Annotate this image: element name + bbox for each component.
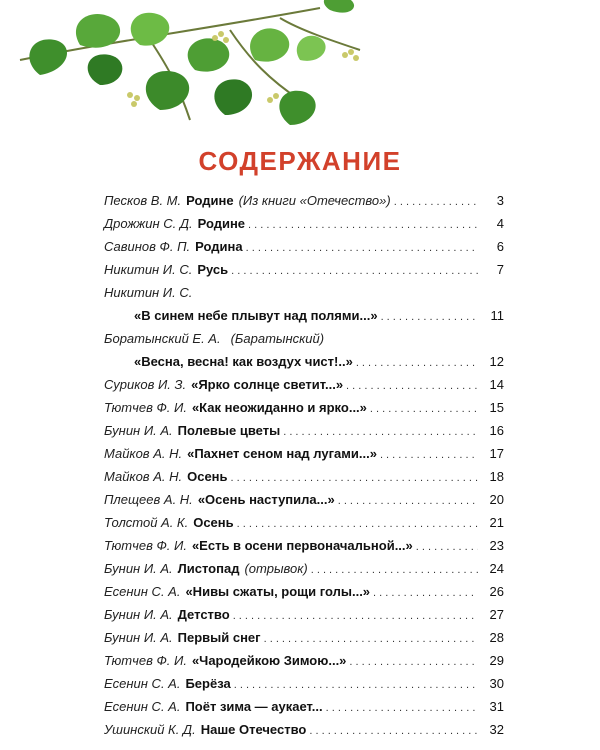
toc-page-number: 6 xyxy=(496,239,504,254)
toc-author: Савинов Ф. П. xyxy=(104,239,191,254)
toc-page-number: 32 xyxy=(489,722,504,737)
toc-page-number: 15 xyxy=(489,400,504,415)
toc-page-number: 24 xyxy=(489,561,504,576)
toc-title: Родине xyxy=(186,193,234,208)
toc-leader-dots xyxy=(283,426,478,438)
toc-entry xyxy=(104,676,504,699)
toc-author: Есенин С. А. xyxy=(104,676,181,691)
toc-entry xyxy=(104,285,504,308)
toc-author: Никитин И. С. xyxy=(104,262,193,277)
toc-author: Толстой А. К. xyxy=(104,515,189,530)
toc-leader-dots xyxy=(246,242,478,254)
toc-author: Песков В. М. xyxy=(104,193,182,208)
toc-page-number: 20 xyxy=(489,492,504,507)
toc-leader-dots xyxy=(349,656,478,668)
toc-leader-dots xyxy=(346,380,478,392)
toc-page-number: 17 xyxy=(489,446,504,461)
toc-author: Боратынский Е. А. xyxy=(104,331,221,346)
toc-title: «В синем небе плывут над полями...» xyxy=(134,308,378,323)
toc-author: Плещеев А. Н. xyxy=(104,492,193,507)
linden-branch-illustration xyxy=(0,0,600,150)
toc-page-number: 7 xyxy=(496,262,504,277)
toc-entry xyxy=(104,469,504,492)
toc-leader-dots xyxy=(338,495,478,507)
toc-author: Дрожжин С. Д. xyxy=(104,216,193,231)
toc-entry xyxy=(104,308,504,331)
toc-author: Есенин С. А. xyxy=(104,584,181,599)
toc-title: Поёт зима — аукает... xyxy=(185,699,323,714)
toc-entry xyxy=(104,400,504,423)
toc-leader-dots xyxy=(309,725,478,737)
toc-author: Майков А. Н. xyxy=(104,446,183,461)
toc-entry xyxy=(104,722,504,745)
toc-leader-dots xyxy=(237,518,478,530)
toc-entry xyxy=(104,630,504,653)
toc-entry xyxy=(104,239,504,262)
toc-page-number: 18 xyxy=(489,469,504,484)
page-title: СОДЕРЖАНИЕ xyxy=(198,146,402,176)
toc-page-number: 29 xyxy=(489,653,504,668)
toc-entry xyxy=(104,193,504,216)
toc-entry xyxy=(104,515,504,538)
toc-title: Наше Отечество xyxy=(200,722,307,737)
toc-leader-dots xyxy=(356,357,478,369)
toc-entry xyxy=(104,423,504,446)
toc-author: Тютчев Ф. И. xyxy=(104,400,187,415)
toc-entry xyxy=(104,699,504,722)
toc-title: Русь xyxy=(197,262,229,277)
toc-page-number: 3 xyxy=(496,193,504,208)
toc-entry xyxy=(104,446,504,469)
toc-entry xyxy=(104,538,504,561)
toc-page-number: 12 xyxy=(489,354,504,369)
toc-entry xyxy=(104,377,504,400)
toc-title: Берёза xyxy=(185,676,231,691)
toc-page-number: 11 xyxy=(490,308,504,323)
toc-title: «Ярко солнце светит...» xyxy=(191,377,344,392)
toc-entry xyxy=(104,584,504,607)
toc-page-number: 16 xyxy=(489,423,504,438)
toc-title: Осень xyxy=(193,515,234,530)
toc-page-number: 14 xyxy=(489,377,504,392)
toc-author: Бунин И. А. xyxy=(104,423,173,438)
toc-author: Тютчев Ф. И. xyxy=(104,538,187,553)
toc-subtitle: (Из книги «Отечество») xyxy=(238,193,391,208)
toc-title: «Пахнет сеном над лугами...» xyxy=(187,446,377,461)
toc-subtitle: (Баратынский) xyxy=(230,331,325,346)
toc-leader-dots xyxy=(416,541,478,553)
toc-title: Полевые цветы xyxy=(177,423,281,438)
toc-title: Родина xyxy=(195,239,243,254)
toc-page-number: 27 xyxy=(489,607,504,622)
toc-entry xyxy=(104,262,504,285)
table-of-contents xyxy=(104,193,504,745)
toc-title: «Нивы сжаты, рощи голы...» xyxy=(185,584,371,599)
toc-leader-dots xyxy=(231,472,478,484)
toc-entry xyxy=(104,492,504,515)
toc-author: Никитин И. С. xyxy=(104,285,193,300)
toc-page-number: 21 xyxy=(489,515,504,530)
toc-title: Первый снег xyxy=(177,630,261,645)
toc-leader-dots xyxy=(370,403,478,415)
toc-leader-dots xyxy=(394,196,478,208)
toc-title: «Весна, весна! как воздух чист!..» xyxy=(134,354,353,369)
toc-page-number: 31 xyxy=(489,699,504,714)
toc-entry xyxy=(104,653,504,676)
toc-leader-dots xyxy=(248,219,478,231)
toc-title: Листопад xyxy=(177,561,240,576)
toc-entry xyxy=(104,216,504,239)
toc-page-number: 30 xyxy=(489,676,504,691)
toc-leader-dots xyxy=(233,610,478,622)
toc-author: Суриков И. З. xyxy=(104,377,187,392)
toc-title: Осень xyxy=(187,469,228,484)
toc-title: Родине xyxy=(197,216,246,231)
toc-leader-dots xyxy=(380,449,478,461)
toc-author: Тютчев Ф. И. xyxy=(104,653,187,668)
toc-entry xyxy=(104,354,504,377)
toc-leader-dots xyxy=(381,311,478,323)
toc-leader-dots xyxy=(234,679,478,691)
toc-page-number: 26 xyxy=(489,584,504,599)
toc-author: Бунин И. А. xyxy=(104,607,173,622)
toc-page-number: 4 xyxy=(496,216,504,231)
toc-leader-dots xyxy=(264,633,478,645)
toc-leader-dots xyxy=(373,587,478,599)
toc-entry xyxy=(104,331,504,354)
toc-title: «Осень наступила...» xyxy=(197,492,335,507)
toc-page-number: 23 xyxy=(489,538,504,553)
toc-author: Майков А. Н. xyxy=(104,469,183,484)
toc-title: «Как неожиданно и ярко...» xyxy=(191,400,367,415)
toc-author: Есенин С. А. xyxy=(104,699,181,714)
toc-title: Детство xyxy=(177,607,230,622)
toc-author: Бунин И. А. xyxy=(104,561,173,576)
toc-author: Бунин И. А. xyxy=(104,630,173,645)
toc-title: «Чародейкою Зимою...» xyxy=(191,653,347,668)
toc-title: «Есть в осени первоначальной...» xyxy=(191,538,413,553)
toc-page-number: 28 xyxy=(489,630,504,645)
toc-author: Ушинский К. Д. xyxy=(104,722,196,737)
toc-leader-dots xyxy=(231,265,478,277)
toc-leader-dots xyxy=(326,702,478,714)
toc-leader-dots xyxy=(311,564,478,576)
toc-entry xyxy=(104,561,504,584)
toc-subtitle: (отрывок) xyxy=(244,561,308,576)
toc-entry xyxy=(104,607,504,630)
